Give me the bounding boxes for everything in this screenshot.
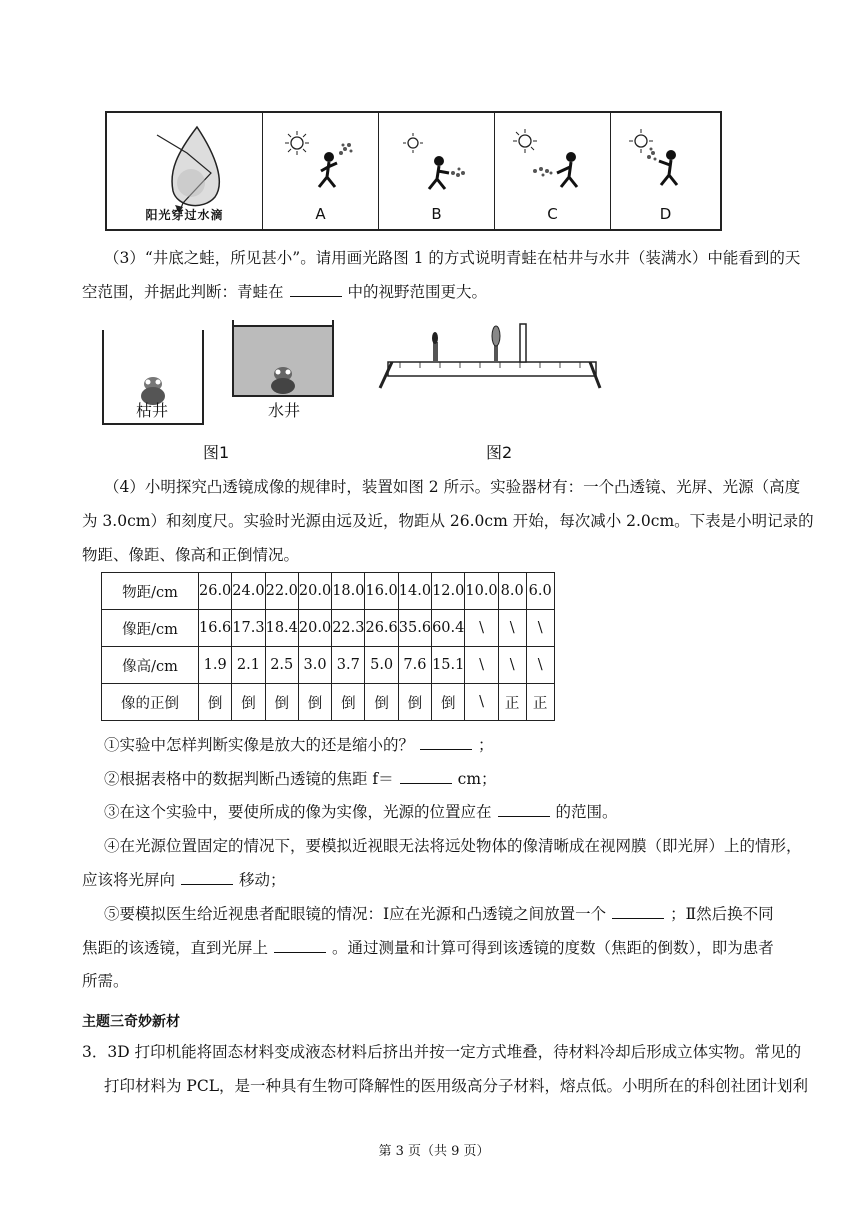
item-3 (104, 802, 618, 822)
table-cell: 12.0 (432, 573, 465, 610)
table-cell: 16.0 (365, 573, 398, 610)
figure-1-and-2 (100, 318, 610, 430)
table-row (102, 610, 555, 647)
item-4-line2 (82, 870, 286, 890)
table-cell: 18.0 (332, 573, 365, 610)
table-cell: 5.0 (365, 647, 398, 684)
table-cell: 20.0 (298, 573, 331, 610)
answer-blank[interactable] (274, 938, 326, 953)
answer-blank[interactable] (290, 282, 342, 297)
table-cell: 7.6 (398, 647, 431, 684)
item-1-text: ①实验中怎样判断实像是放大的还是缩小的？ (104, 736, 415, 754)
table-cell: 2.5 (265, 647, 298, 684)
table-row-header: 物距/cm (102, 573, 199, 610)
table-cell: 20.0 (298, 610, 331, 647)
item-5-text: ⑤要模拟医生给近视患者配眼镜的情况：Ⅰ应在光源和凸透镜之间放置一个 (104, 905, 607, 923)
table-cell: 2.1 (232, 647, 265, 684)
illustration-strip (105, 111, 722, 231)
table-cell: \ (498, 647, 526, 684)
item-2-text: ②根据表格中的数据判断凸透镜的焦距 f＝ (104, 770, 394, 788)
table-cell: 正 (526, 684, 554, 721)
optical-bench-icon (380, 324, 600, 388)
item-2 (104, 769, 497, 789)
item-3-text: ③在这个实验中，要使所成的像为实像，光源的位置应在 (104, 803, 492, 821)
option-b-panel (379, 113, 495, 229)
answer-blank[interactable] (181, 870, 233, 885)
item-4-end: 移动； (239, 871, 286, 889)
table-cell: 16.6 (199, 610, 232, 647)
q3-line2-pre: 空范围，并据此判断：青蛙在 (82, 283, 284, 301)
q4-line1: （4）小明探究凸透镜成像的规律时，装置如图 2 所示。实验器材有：一个凸透镜、光屏、光源（高度 (104, 478, 801, 496)
table-row (102, 573, 555, 610)
panel-caption: 阳光穿过水滴 (145, 208, 224, 222)
item-1-end: ； (478, 736, 494, 754)
dry-well-label: 枯井 (136, 401, 169, 420)
table-cell: 倒 (398, 684, 431, 721)
table-row (102, 647, 555, 684)
answer-blank[interactable] (400, 769, 452, 784)
q3d-line2: 打印材料为 PCL，是一种具有生物可降解性的医用级高分子材料，熔点低。小明所在的科创社团计划利 (104, 1077, 809, 1095)
table-row-header: 像高/cm (102, 647, 199, 684)
item-5-line2-end: 。通过测量和计算可得到该透镜的度数（焦距的倒数），即为患者 (332, 939, 774, 957)
water-well-label: 水井 (268, 401, 301, 420)
table-cell: 3.0 (298, 647, 331, 684)
table-cell: 15.1 (432, 647, 465, 684)
table-cell: \ (465, 684, 498, 721)
q4-line2: 为 3.0cm）和刻度尺。实验时光源由远及近，物距从 26.0cm 开始，每次减小 2.0cm。下表是小明记录的 (82, 512, 814, 530)
fig2-caption: 图2 (486, 443, 513, 462)
table-cell: 正 (498, 684, 526, 721)
q3d-line1: 3．3D 打印机能将固态材料变成液态材料后挤出并按一定方式堆叠，待材料冷却后形成立体实物。常见的 (82, 1043, 802, 1061)
table-cell: 倒 (265, 684, 298, 721)
panel-caption: B (431, 205, 442, 223)
answer-blank[interactable] (498, 802, 550, 817)
item-1 (104, 735, 494, 755)
item-3-end: 的范围。 (555, 803, 618, 821)
q3-line1: （3）“井底之蛙，所见甚小”。请用画光路图 1 的方式说明青蛙在枯井与水井（装满水）中能看到的天 (104, 249, 801, 267)
item-4-line1: ④在光源位置固定的情况下，要模拟近视眼无法将远处物体的像清晰成在视网膜（即光屏）上的情形， (104, 837, 802, 855)
panel-caption: A (315, 205, 326, 223)
table-cell: \ (465, 610, 498, 647)
item-5-mid: ；Ⅱ然后换不同 (670, 905, 774, 923)
table-cell: 14.0 (398, 573, 431, 610)
panel-caption: C (547, 205, 558, 223)
table-cell: 10.0 (465, 573, 498, 610)
water-well-icon (233, 320, 333, 396)
item-5-line2-text: 焦距的该透镜，直到光屏上 (82, 939, 269, 957)
table-cell: \ (465, 647, 498, 684)
table-cell: 倒 (365, 684, 398, 721)
table-cell: 倒 (432, 684, 465, 721)
q3-line2-post: 中的视野范围更大。 (347, 283, 488, 301)
fig1-caption: 图1 (203, 443, 230, 462)
data-table (101, 572, 555, 721)
table-row-header: 像的正倒 (102, 684, 199, 721)
option-a-panel (263, 113, 379, 229)
item-5-line2 (82, 938, 774, 958)
table-cell: 倒 (298, 684, 331, 721)
table-cell: 倒 (199, 684, 232, 721)
option-d-panel (611, 113, 720, 229)
table-cell: 倒 (332, 684, 365, 721)
table-row (102, 684, 555, 721)
table-cell: 35.6 (398, 610, 431, 647)
table-cell: \ (498, 610, 526, 647)
table-cell: 18.4 (265, 610, 298, 647)
table-cell: \ (526, 610, 554, 647)
table-cell: 26.6 (365, 610, 398, 647)
table-row-header: 像距/cm (102, 610, 199, 647)
item-5-line1 (104, 904, 774, 924)
option-c-panel (495, 113, 611, 229)
table-cell: \ (526, 647, 554, 684)
item-4-text: 应该将光屏向 (82, 871, 176, 889)
table-cell: 3.7 (332, 647, 365, 684)
answer-blank[interactable] (612, 904, 664, 919)
table-cell: 22.3 (332, 610, 365, 647)
panel-caption: D (659, 205, 672, 223)
table-cell: 17.3 (232, 610, 265, 647)
answer-blank[interactable] (420, 735, 472, 750)
table-cell: 8.0 (498, 573, 526, 610)
table-cell: 1.9 (199, 647, 232, 684)
section-heading: 主题三奇妙新材 (82, 1014, 180, 1030)
table-cell: 22.0 (265, 573, 298, 610)
item-2-end: cm； (457, 770, 497, 788)
table-cell: 24.0 (232, 573, 265, 610)
sunlight-through-droplet-panel (107, 113, 263, 229)
table-cell: 60.4 (432, 610, 465, 647)
q3-line2 (82, 282, 487, 302)
page-footer: 第 3 页（共 9 页） (378, 1144, 490, 1159)
item-5-line3: 所需。 (82, 972, 129, 990)
table-cell: 26.0 (199, 573, 232, 610)
table-cell: 6.0 (526, 573, 554, 610)
q4-line3: 物距、像距、像高和正倒情况。 (82, 546, 300, 564)
table-cell: 倒 (232, 684, 265, 721)
